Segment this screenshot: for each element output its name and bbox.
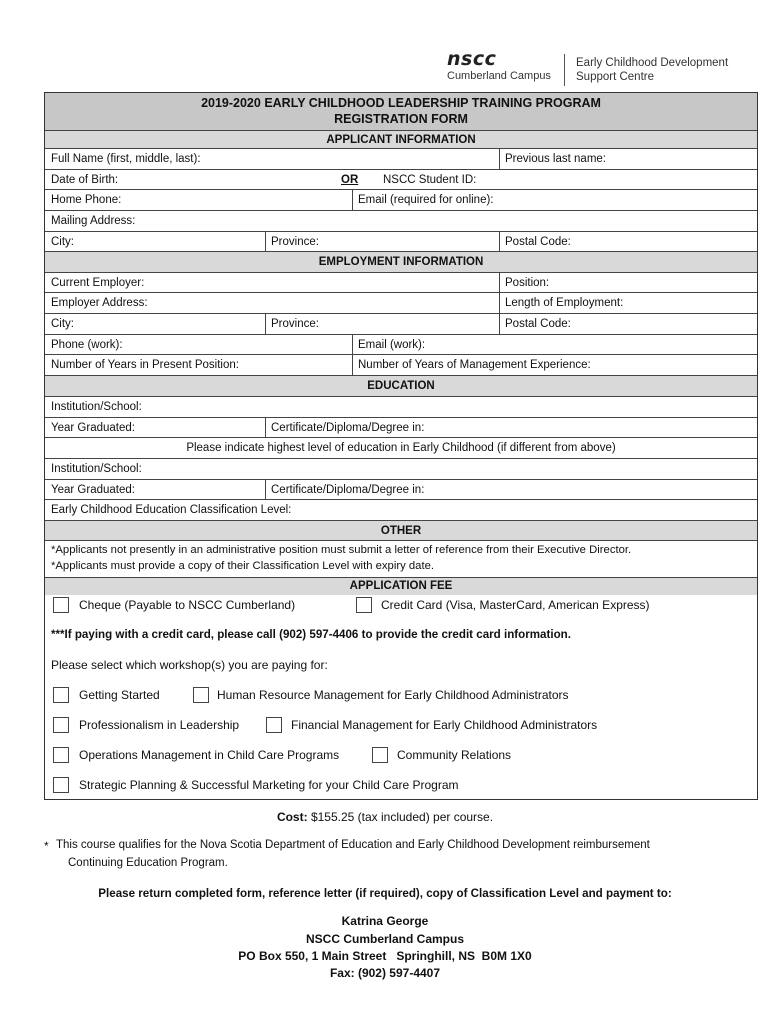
workshop-checkbox[interactable] [53,687,69,703]
workshop-checkbox[interactable] [193,687,209,703]
date-of-birth-field[interactable]: Date of Birth: [51,174,119,186]
form-title-line1: 2019-2020 EARLY CHILDHOOD LEADERSHIP TRAINING PROGRAM [201,96,601,110]
reference-letter-note: *Applicants not presently in an administrative position must submit a letter of reference from their Executive Director. [51,544,632,556]
applicant-section-header: APPLICANT INFORMATION [45,131,757,149]
cheque-label: Cheque (Payable to NSCC Cumberland) [79,598,296,612]
workshop-label: Human Resource Management for Early Childhood Administrators [217,688,569,702]
other-section-header: OTHER [45,521,757,541]
other-notes [45,541,757,578]
classification-row [45,500,757,521]
full-name-field[interactable]: Full Name (first, middle, last): [51,153,201,165]
graduation-row [45,418,757,438]
classification-field[interactable]: Early Childhood Education Classification Level: [51,504,292,516]
workshop-checkbox[interactable] [266,717,282,733]
year-graduated-field[interactable]: Year Graduated: [51,422,135,434]
form-title-line2: REGISTRATION FORM [334,112,468,126]
home-phone-field[interactable]: Home Phone: [51,194,122,206]
year-graduated2-field[interactable]: Year Graduated: [51,484,135,496]
work-postal-code-field[interactable]: Postal Code: [505,318,571,330]
workshop-checkbox[interactable] [53,747,69,763]
reimbursement-line2: Continuing Education Program. [68,857,228,869]
classification-copy-note: *Applicants must provide a copy of their Classification Level with expiry date. [51,560,435,572]
workshop-checkbox[interactable] [53,777,69,793]
cost-line [0,810,770,824]
contact-address: PO Box 550, 1 Main Street Springhill, NS B0M 1X0 [238,949,532,963]
cheque-checkbox[interactable] [53,597,69,613]
position-field[interactable]: Position: [505,277,550,289]
work-province-field[interactable]: Province: [271,318,319,330]
cost-value: $155.25 (tax included) per course. [310,810,494,824]
years-management-field[interactable]: Number of Years of Management Experience: [358,359,591,371]
institution2-row [45,459,757,480]
return-instructions: Please return completed form, reference letter (if required), copy of Classification Level and payment to: [98,887,672,900]
credit-card-label: Credit Card (Visa, MasterCard, American Express) [381,598,650,612]
mailing-address-row [45,211,757,232]
work-email-field[interactable]: Email (work): [358,339,426,351]
registration-form [44,92,758,800]
institution-field[interactable]: Institution/School: [51,401,142,413]
page-header [0,0,770,92]
experience-row [45,355,757,376]
email-field[interactable]: Email (required for online): [358,194,494,206]
years-present-position-field[interactable]: Number of Years in Present Position: [51,359,239,371]
workshop-label: Strategic Planning & Successful Marketing for your Child Care Program [79,778,459,792]
mailing-address-field[interactable]: Mailing Address: [51,215,136,227]
work-contact-row [45,335,757,355]
contact-fax: Fax: (902) 597-4407 [329,966,441,980]
employment-section-header: EMPLOYMENT INFORMATION [45,252,757,273]
workshop-label: Operations Management in Child Care Programs [79,748,340,762]
contact-campus: NSCC Cumberland Campus [305,932,465,946]
work-city-field[interactable]: City: [51,318,74,330]
workshop-label: Financial Management for Early Childhood Administrators [291,718,598,732]
employer-row [45,273,757,293]
or-label: OR [341,174,359,186]
credit-card-call-note: ***If paying with a credit card, please call (902) 597-4406 to provide the credit card information. [51,628,571,641]
highest-education-note: Please indicate highest level of education in Early Childhood (if different from above) [45,438,757,459]
graduation2-row [45,480,757,500]
contact-name: Katrina George [341,914,429,928]
centre-name-line1: Early Childhood Development [576,57,729,69]
full-name-row [45,149,757,170]
workshop-label: Getting Started [79,688,160,702]
bullet-marker: * [44,839,49,853]
current-employer-field[interactable]: Current Employer: [51,277,145,289]
institution-row [45,397,757,418]
cost-label: Cost: [276,810,308,824]
applicant-city-row [45,232,757,252]
work-phone-field[interactable]: Phone (work): [51,339,123,351]
phone-email-row [45,190,757,211]
reimbursement-line1: This course qualifies for the Nova Scotia Department of Education and Early Childhood Development reimbursement [56,839,650,851]
workshop-label: Professionalism in Leadership [79,718,240,732]
credit-card-checkbox[interactable] [356,597,372,613]
certificate-field[interactable]: Certificate/Diploma/Degree in: [271,422,425,434]
logo-divider [564,54,565,86]
workshop-checkbox[interactable] [53,717,69,733]
nscc-logo: nscc [447,48,497,70]
province-field[interactable]: Province: [271,236,319,248]
dob-row [45,170,757,190]
employer-address-field[interactable]: Employer Address: [51,297,148,309]
employment-city-row [45,314,757,335]
logo-campus-text: Cumberland Campus [447,70,551,82]
institution2-field[interactable]: Institution/School: [51,463,142,475]
previous-last-name-field[interactable]: Previous last name: [505,153,606,165]
workshop-select-note: Please select which workshop(s) you are paying for: [51,658,328,672]
workshop-checkbox[interactable] [372,747,388,763]
certificate2-field[interactable]: Certificate/Diploma/Degree in: [271,484,425,496]
postal-code-field[interactable]: Postal Code: [505,236,571,248]
city-field[interactable]: City: [51,236,74,248]
employer-address-row [45,293,757,314]
fee-section-header: APPLICATION FEE [45,578,757,595]
centre-name-line2: Support Centre [576,71,654,83]
form-title [45,93,757,131]
length-of-employment-field[interactable]: Length of Employment: [505,297,624,309]
education-section-header: EDUCATION [45,376,757,397]
student-id-field[interactable]: NSCC Student ID: [383,174,477,186]
workshop-label: Community Relations [397,748,512,762]
